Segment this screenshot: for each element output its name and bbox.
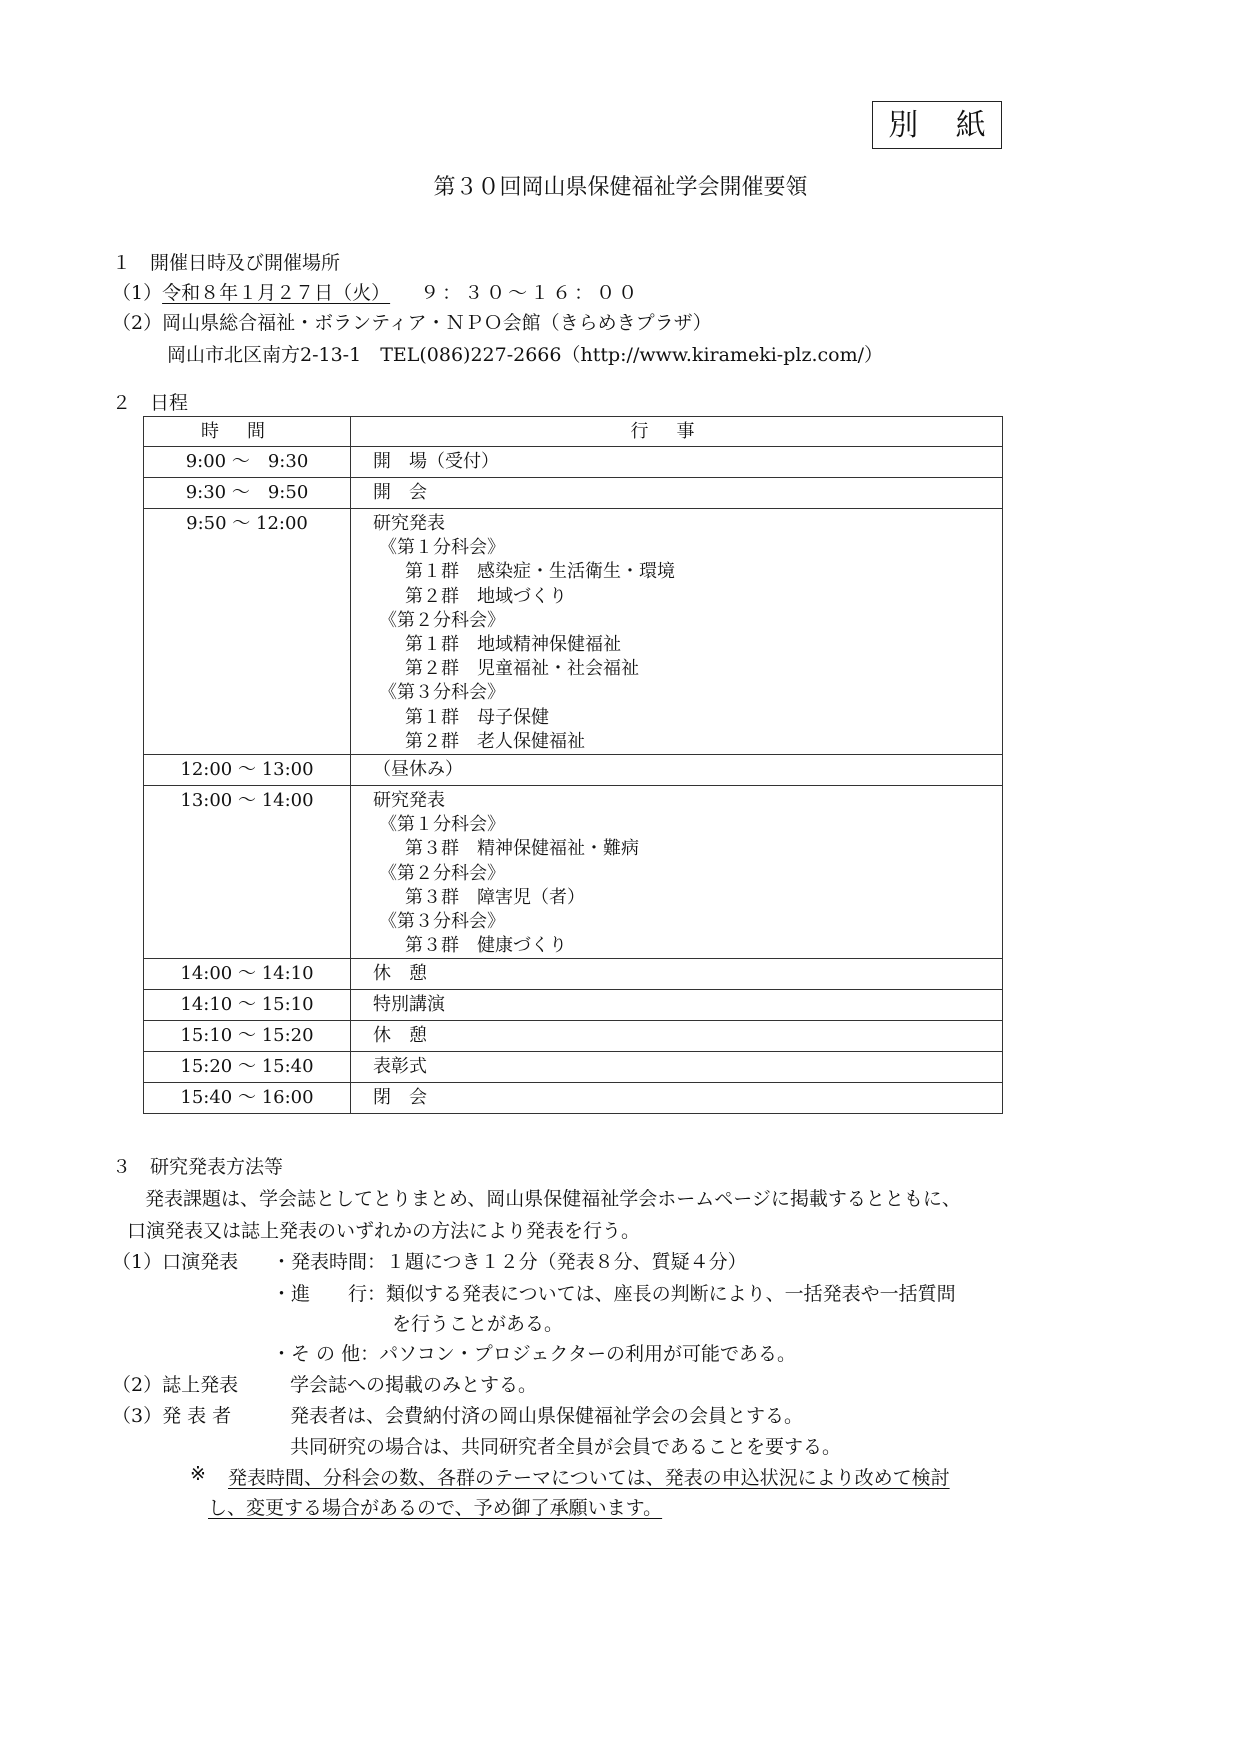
event-line: 開 場（受付） — [373, 451, 499, 472]
section1-heading: １ 開催日時及び開催場所 — [112, 252, 341, 274]
note-text: 発表時間、分科会の数、各群のテーマについては、発表の申込状況により改めて検討 — [228, 1467, 950, 1489]
event-line: 《第３分科会》 — [379, 682, 505, 704]
note-mark: ※ — [190, 1463, 206, 1485]
event-line: 休 憩 — [373, 963, 427, 985]
time-cell: 13:00 〜 14:00 — [144, 786, 351, 959]
note-text: し、変更する場合があるので、予め御了承願います。 — [208, 1497, 663, 1519]
event-line: 研究発表 — [373, 790, 445, 812]
time-cell: 14:10 〜 15:10 — [144, 990, 351, 1021]
event-line: 《第２分科会》 — [379, 862, 505, 884]
intro-text: 発表課題は、学会誌としてとりまとめ、岡山県保健福祉学会ホームページに掲載するとともに、 — [145, 1188, 961, 1210]
event-cell — [351, 755, 1003, 786]
table-row — [144, 509, 1003, 755]
event-line: 第２群 地域づくり — [405, 585, 567, 607]
event-cell — [351, 1052, 1003, 1083]
venue-name: 岡山県総合福祉・ボランティア・ＮＰＯ会館（きらめきプラザ） — [162, 312, 712, 334]
time-cell: 15:10 〜 15:20 — [144, 1021, 351, 1052]
section2-heading: ２ 日程 — [112, 392, 189, 414]
event-line: 第２群 児童福祉・社会福祉 — [405, 658, 639, 680]
print-label: （2）誌上発表 — [112, 1374, 239, 1396]
event-line: 研究発表 — [373, 513, 445, 534]
intro-text: 口演発表又は誌上発表のいずれかの方法により発表を行う。 — [127, 1220, 641, 1242]
event-cell — [351, 786, 1003, 959]
oral-progress: ・進 行：類似する発表については、座長の判断により、一括発表や一括質問 — [272, 1283, 956, 1305]
event-time: ９：３０〜１６：００ — [420, 282, 641, 304]
event-line: 第１群 感染症・生活衛生・環境 — [405, 561, 675, 583]
event-line: 閉 会 — [373, 1087, 427, 1109]
event-line: 表彰式 — [373, 1056, 427, 1078]
item-number: （1） — [112, 282, 163, 304]
event-line: 開 会 — [373, 482, 427, 503]
presenter-text: 共同研究の場合は、共同研究者全員が会員であることを要する。 — [290, 1436, 842, 1458]
event-cell — [351, 990, 1003, 1021]
column-header-event: 行事 — [351, 417, 1003, 447]
time-cell: 12:00 〜 13:00 — [144, 755, 351, 786]
table-row — [144, 1052, 1003, 1083]
venue-line — [112, 308, 712, 335]
print-text: 学会誌への掲載のみとする。 — [290, 1374, 538, 1396]
table-row — [144, 447, 1003, 478]
time-cell: 15:20 〜 15:40 — [144, 1052, 351, 1083]
section3-heading: ３ 研究発表方法等 — [112, 1156, 284, 1178]
time-cell: 9:00 〜 9:30 — [144, 447, 351, 478]
event-line: 《第１分科会》 — [379, 537, 505, 559]
schedule-table — [143, 416, 1003, 1114]
presenter-label: （3）発 表 者 — [112, 1405, 232, 1427]
oral-time: ・発表時間：１題につき１２分（発表８分、質疑４分） — [272, 1251, 747, 1273]
event-line: 第３群 障害児（者） — [405, 886, 585, 908]
time-cell: 14:00 〜 14:10 — [144, 959, 351, 990]
event-line: 特別講演 — [373, 994, 445, 1016]
event-cell — [351, 478, 1003, 509]
page-title: 第３０回岡山県保健福祉学会開催要領 — [433, 175, 808, 200]
event-line: 第３群 健康づくり — [405, 935, 567, 957]
event-cell — [351, 447, 1003, 478]
event-cell — [351, 1083, 1003, 1114]
venue-address: 岡山市北区南方2-13-1 TEL(086)227-2666（http://www.kirameki-plz.com/） — [167, 344, 883, 366]
table-row — [144, 959, 1003, 990]
event-line: （昼休み） — [373, 759, 463, 781]
column-header-time: 時間 — [144, 417, 351, 447]
table-row — [144, 990, 1003, 1021]
event-line: 第２群 老人保健福祉 — [405, 730, 585, 752]
oral-label: （1）口演発表 — [112, 1251, 239, 1273]
table-row — [144, 478, 1003, 509]
time-cell: 9:30 〜 9:50 — [144, 478, 351, 509]
event-cell — [351, 1021, 1003, 1052]
date-line — [112, 278, 640, 305]
table-header — [144, 417, 1003, 447]
table-row — [144, 1083, 1003, 1114]
event-line: 《第１分科会》 — [379, 814, 505, 836]
table-row — [144, 786, 1003, 959]
event-line: 《第２分科会》 — [379, 609, 505, 631]
time-cell: 9:50 〜 12:00 — [144, 509, 351, 755]
event-cell — [351, 509, 1003, 755]
attachment-label: 別 紙 — [872, 101, 1002, 149]
item-number: （2） — [112, 312, 163, 334]
oral-progress-cont: を行うことがある。 — [392, 1313, 564, 1335]
event-line: 《第３分科会》 — [379, 911, 505, 933]
table-row — [144, 1021, 1003, 1052]
presenter-text: 発表者は、会費納付済の岡山県保健福祉学会の会員とする。 — [290, 1405, 804, 1427]
event-line: 休 憩 — [373, 1025, 427, 1047]
event-date: 令和８年１月２７日（火） — [162, 282, 391, 304]
table-row — [144, 755, 1003, 786]
event-cell — [351, 959, 1003, 990]
time-cell: 15:40 〜 16:00 — [144, 1083, 351, 1114]
oral-other: ・そ の 他：パソコン・プロジェクターの利用が可能である。 — [272, 1343, 796, 1365]
event-line: 第１群 母子保健 — [405, 706, 549, 728]
event-line: 第３群 精神保健福祉・難病 — [405, 838, 639, 860]
event-line: 第１群 地域精神保健福祉 — [405, 634, 621, 656]
